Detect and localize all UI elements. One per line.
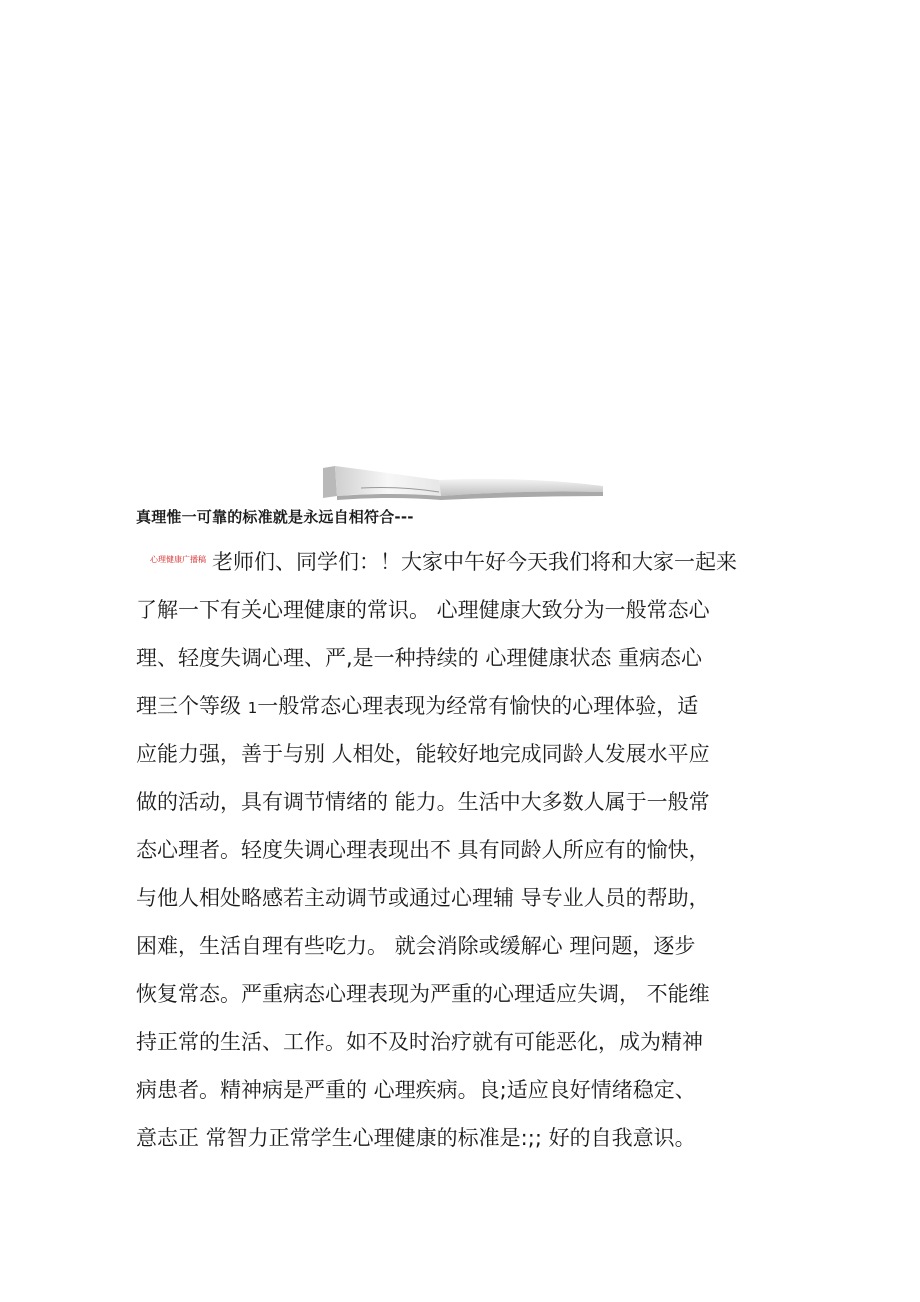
paragraph-line: [136, 682, 796, 730]
paragraph-line: 理、轻度失调心理、严,是一种持续的 心理健康状态 重病态心: [136, 646, 703, 670]
paragraph-line: 态心理者。轻度失调心理表现出不 具有同龄人所应有的愉快，: [136, 838, 710, 862]
paragraph-line-text: 一般常态心理表现为经常有愉快的心理体验，适: [257, 694, 699, 718]
paragraph-line: 了解一下有关心理健康的常识。 心理健康大致分为一般常态心: [136, 598, 710, 622]
paragraph-line: 病患者。精神病是严重的 心理疾病。良;适应良好情绪稳定、: [136, 1078, 696, 1102]
paragraph-line: 困难，生活自理有些吃力。 就会消除或缓解心 理问题，逐步: [136, 934, 696, 958]
paragraph-line: [136, 538, 796, 586]
paragraph-line-text: 老师们、同学们：！大家中午好今天我们将和大家一起来: [212, 550, 737, 574]
open-book-image: [321, 466, 605, 502]
paragraph-line-text: 理三个等级: [136, 694, 248, 718]
paragraph-line: 应能力强，善于与别 人相处，能较好地完成同龄人发展水平应: [136, 742, 710, 766]
paragraph-line: 恢复常态。严重病态心理表现为严重的心理适应失调， 不能维: [136, 982, 710, 1006]
paragraph-line: 持正常的生活、工作。如不及时治疗就有可能恶化，成为精神: [136, 1030, 703, 1054]
red-stamp-label: 心理健康广播稿: [150, 555, 206, 564]
article-paragraph: [136, 538, 796, 1162]
list-number: 1: [247, 699, 258, 717]
quote-heading: 真理惟一可靠的标准就是永远自相符合---: [136, 508, 414, 526]
paragraph-line: 意志正 常智力正常学生心理健康的标准是:;; 好的自我意识。: [136, 1126, 696, 1150]
paragraph-line: 与他人相处略感若主动调节或通过心理辅 导专业人员的帮助，: [136, 886, 710, 910]
paragraph-line: 做的活动，具有调节情绪的 能力。生活中大多数人属于一般常: [136, 790, 710, 814]
